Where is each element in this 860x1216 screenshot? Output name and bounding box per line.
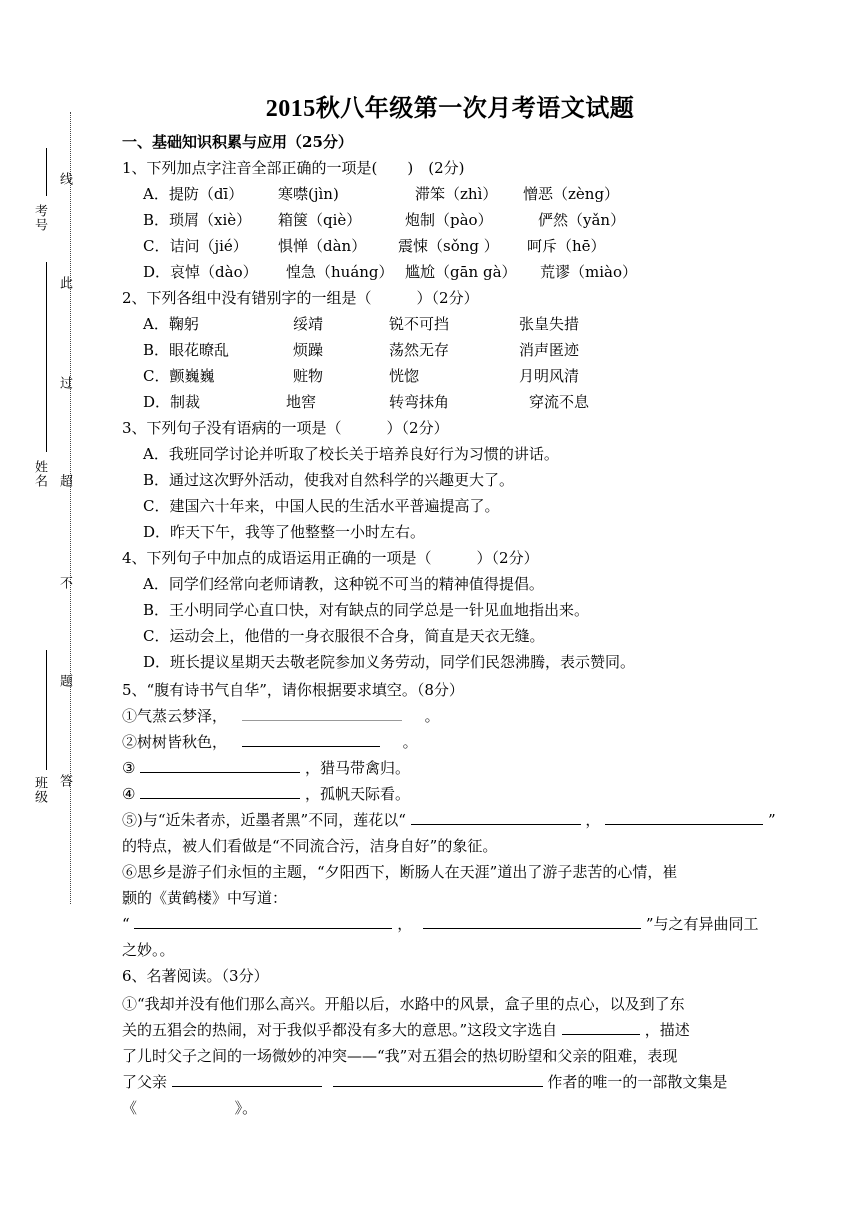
poem-text: ④ [122, 785, 136, 803]
poem-blank-2[interactable] [242, 730, 380, 747]
poem-blank-4[interactable] [140, 782, 300, 799]
poem-line-2 [122, 730, 810, 754]
question-1-stem: 1、下列加点字注音全部正确的一项是( ) (2分) [122, 159, 465, 177]
option-word: 荡然无存 [389, 341, 450, 359]
poem-line-6-end: 之妙。。 [122, 941, 175, 959]
poem-text: ，孤帆天际看。 [305, 785, 411, 803]
poem-line-6-cont: 颢的《黄鹤楼》中写道： [122, 889, 288, 907]
poem-blank-5a[interactable] [411, 808, 581, 825]
margin-warning-char: 答 [57, 774, 72, 788]
reading-line-3: 了儿时父子之间的一场微妙的冲突——“我”对五猖会的热切盼望和父亲的阻难，表现 [122, 1047, 678, 1065]
margin-warning-char: 此 [57, 276, 72, 290]
option-word: 转弯抹角 [389, 393, 450, 411]
reading-line-5 [122, 1096, 810, 1120]
poem-blank-6a[interactable] [134, 912, 392, 929]
question-4-option-d: D．班长提议星期天去敬老院参加义务劳动，同学们民怨沸腾，表示赞同。 [143, 653, 636, 671]
poem-text: ，猎马带禽归。 [305, 759, 411, 777]
question-2-stem: 2、下列各组中没有错别字的一组是（ ）（2分） [122, 289, 479, 307]
question-3-option-b: B．通过这次野外活动，使我对自然科学的兴趣更大了。 [143, 471, 515, 489]
question-4-option-b: B．王小明同学心直口快，对有缺点的同学总是一针见血地指出来。 [143, 601, 590, 619]
poem-blank-1[interactable] [242, 704, 402, 721]
name-blank [46, 262, 47, 452]
poem-line-5-cont: 的特点，被人们看做是“不同流合污，洁身自好”的象征。 [122, 837, 498, 855]
option-word: 惶急（huáng） [286, 263, 394, 281]
option-word: B．琐屑（xiè） [143, 211, 252, 229]
poem-punct: 。 [402, 733, 418, 751]
option-word: 张皇失措 [519, 315, 580, 333]
option-word: 炮制（pào） [405, 211, 493, 229]
option-word: 俨然（yǎn） [538, 211, 626, 229]
option-word: D．制裁 [143, 393, 201, 411]
reading-text: 关的五猖会的热闹，对于我似乎都没有多大的意思。”这段文字选自 [122, 1021, 558, 1039]
reading-text: ，描述 [644, 1021, 690, 1039]
reading-line-4 [122, 1070, 810, 1094]
exam-number-blank [46, 148, 47, 196]
poem-text: ⑤)与“近朱者赤，近墨者黑”不同，莲花以“ [122, 811, 406, 829]
option-word: 滞笨（zhì） [415, 185, 498, 203]
margin-warning-char: 超 [57, 474, 72, 488]
option-word: 震悚（sǒng ） [398, 237, 499, 255]
poem-text: “ [122, 915, 130, 933]
reading-text: 了父亲 [122, 1073, 168, 1091]
poem-text: ③ [122, 759, 136, 777]
margin-warning-char: 线 [57, 172, 72, 186]
poem-line-6: ⑥思乡是游子们永恒的主题，“夕阳西下，断肠人在天涯”道出了游子悲苦的心情，崔 [122, 863, 678, 881]
option-word: 锐不可挡 [389, 315, 450, 333]
poem-line-4 [122, 782, 810, 806]
margin-warning-char: 过 [57, 376, 72, 390]
question-3-option-a: A．我班同学讨论并听取了校长关于培养良好行为习惯的讲话。 [143, 445, 559, 463]
poem-line-3 [122, 756, 810, 780]
poem-line-1 [122, 704, 810, 728]
reading-line-2 [122, 1018, 810, 1042]
option-word: 憎恶（zèng） [523, 185, 620, 203]
option-word: 荒谬（miào） [540, 263, 637, 281]
reading-text: 《 [122, 1099, 138, 1117]
father-blank-a[interactable] [172, 1070, 322, 1087]
option-word: B．眼花暸乱 [143, 341, 230, 359]
poem-punct: ， [397, 915, 413, 933]
question-4-stem: 4、下列句子中加点的成语运用正确的一项是（ ）（2分） [122, 549, 539, 567]
option-word: 消声匿迹 [519, 341, 580, 359]
question-4-option-c: C．运动会上，他借的一身衣服很不合身，简直是天衣无缝。 [143, 627, 545, 645]
reading-text: 》。 [234, 1099, 258, 1117]
option-word: 惧惮（dàn） [278, 237, 367, 255]
question-3-option-c: C．建国六十年来，中国人民的生活水平普遍提高了。 [143, 497, 500, 515]
option-word: 箱箧（qiè） [278, 211, 362, 229]
question-3-stem: 3、下列句子没有语病的一项是（ ）（2分） [122, 419, 449, 437]
margin-warning-char: 题 [57, 674, 72, 688]
option-word: 烦躁 [293, 341, 324, 359]
option-word: D．哀悼（dào） [143, 263, 258, 281]
poem-blank-3[interactable] [140, 756, 300, 773]
poem-text: ” [768, 811, 776, 829]
option-word: 尴尬（gān gà） [405, 263, 517, 281]
question-3-option-d: D．昨天下午，我等了他整整一小时左右。 [143, 523, 426, 541]
section-heading: 一、基础知识积累与应用（25分） [122, 133, 353, 151]
poem-text: ②树树皆秋色， [122, 733, 228, 751]
reading-line-1: ①“我却并没有他们那么高兴。开船以后，水路中的风景，盒子里的点心，以及到了东 [122, 995, 685, 1013]
question-5-stem: 5、“腹有诗书气自华”，请你根据要求填空。（8分） [122, 681, 464, 699]
option-word: 赃物 [293, 367, 324, 385]
poem-punct: 。 [424, 707, 440, 725]
exam-number-label: 考号 [32, 204, 47, 232]
class-blank [46, 650, 47, 770]
option-word: 月明风清 [519, 367, 580, 385]
option-word: 寒噤(jìn) [278, 185, 339, 203]
poem-text: ①气蒸云梦泽， [122, 707, 228, 725]
option-word: 恍惚 [389, 367, 420, 385]
poem-text: ”与之有异曲同工 [645, 915, 759, 933]
poem-line-6-blanks [122, 912, 810, 936]
class-label: 班级 [32, 776, 47, 804]
option-word: 穿流不息 [529, 393, 590, 411]
option-word: A．提防（dī） [143, 185, 244, 203]
poem-blank-6b[interactable] [423, 912, 641, 929]
margin-warning-char: 不 [57, 576, 72, 590]
poem-blank-5b[interactable] [605, 808, 763, 825]
father-blank-b[interactable] [333, 1070, 543, 1087]
poem-line-5 [122, 808, 810, 832]
question-6-stem: 6、名著阅读。（3分） [122, 967, 269, 985]
reading-text: 作者的唯一的一部散文集是 [547, 1073, 728, 1091]
source-blank[interactable] [562, 1018, 640, 1035]
question-4-option-a: A．同学们经常向老师请教，这种锐不可当的精神值得提倡。 [143, 575, 544, 593]
option-word: C．颤巍巍 [143, 367, 215, 385]
option-word: 呵斥（hē） [527, 237, 606, 255]
option-word: 地窖 [286, 393, 317, 411]
name-label: 姓名 [32, 460, 47, 488]
option-word: 绥靖 [293, 315, 324, 333]
option-word: A．鞠躬 [143, 315, 199, 333]
page-title: 2015秋八年级第一次月考语文试题 [265, 96, 635, 122]
option-word: C．诘问（jié） [143, 237, 248, 255]
poem-punct: ， [585, 811, 601, 829]
